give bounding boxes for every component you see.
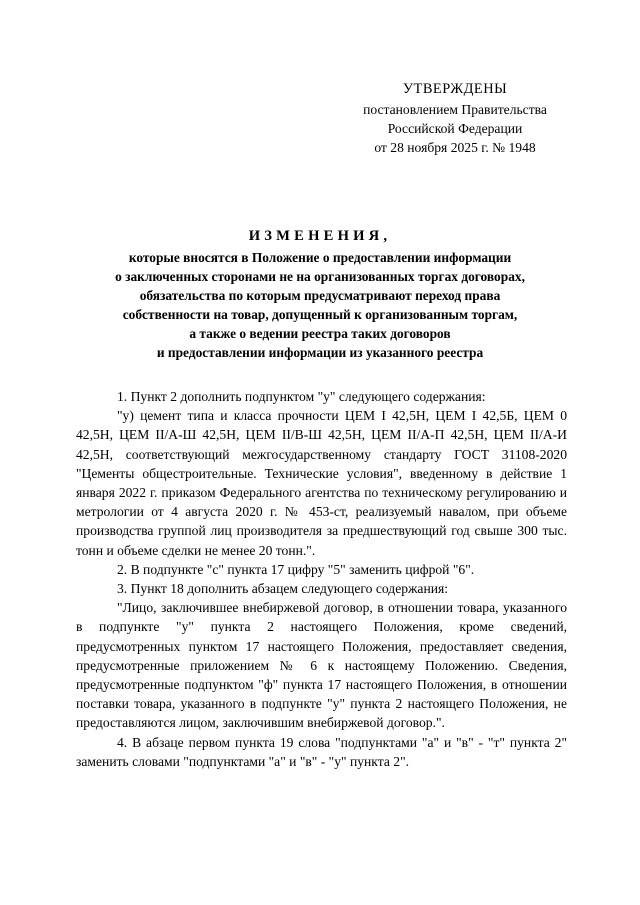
approval-line: постановлением Правительства [363, 102, 547, 117]
subtitle-line: которые вносятся в Положение о предоставлении информации [128, 250, 512, 265]
subtitle-line: собственности на товар, допущенный к организованным торгам, [122, 307, 518, 322]
subtitle-line: и предоставлении информации из указанного реестра [156, 345, 484, 360]
document-title: ИЗМЕНЕНИЯ, [248, 228, 392, 244]
subtitle-line: а также о ведении реестра таких договоров [189, 326, 451, 341]
paragraph: 1. Пункт 2 дополнить подпунктом "у" следующего содержания: [117, 389, 486, 404]
document-body [76, 387, 567, 771]
paragraph: 4. В абзаце первом пункта 19 слова "подпунктами "а" и "в" - "т" пункта 2" заменить словами "подпунктами "а" и "в" - "у" пункта 2". [76, 734, 567, 769]
paragraph: "у) цемент типа и класса прочности ЦЕМ I 42,5Н, ЦЕМ I 42,5Б, ЦЕМ 0 42,5Н, ЦЕМ II/А-Ш 42,5Н, ЦЕМ II/В-Ш 42,5Н, ЦЕМ II/А-П 42,5Н, ЦЕМ II/А-И 42,5Н, соответствующий межгосударственному стандарту ГОСТ 31108-2020 "Цементы общестроительные. Технические условия", введенному в действие 1 января 2022 г. приказом Федерального агентства по техническому регулированию и метрологии от 4 августа 2020 г. № 453-ст, реализуемый навалом, при объеме производства группой лиц производителя за предшествующий год свыше 300 тыс. тонн и объеме сделки не менее 20 тонн.". [76, 408, 567, 558]
paragraph: "Лицо, заключившее внебиржевой договор, в отношении товара, указанного в подпункте "у" пункта 2 настоящего Положения, кроме сведений, предусмотренных пунктом 17 настоящего Положения, предоставляет сведения, предусмотренные приложением № 6 к настоящему Положению. Сведения, предусмотренные подпунктом "ф" пункта 17 настоящего Положения, в отношении поставки товара, указанного в подпункте "у" пункта 2 настоящего Положения, не предоставляются лицом, заключившим внебиржевой договор.". [76, 600, 567, 731]
paragraph: 2. В подпункте "с" пункта 17 цифру "5" заменить цифрой "6". [117, 561, 475, 577]
approval-title: УТВЕРЖДЕНЫ [402, 81, 508, 97]
subtitle-line: о заключенных сторонами не на организованных торгах договорах, [115, 269, 525, 284]
subtitle-line: обязательства по которым предусматривают переход права [139, 288, 501, 303]
approval-line: Российской Федерации [387, 121, 523, 136]
paragraph: 3. Пункт 18 дополнить абзацем следующего содержания: [117, 581, 449, 597]
approval-date-line: от 28 ноября 2025 г. № 1948 [374, 140, 536, 155]
approval-block [345, 80, 565, 157]
document-subtitle [76, 248, 564, 362]
